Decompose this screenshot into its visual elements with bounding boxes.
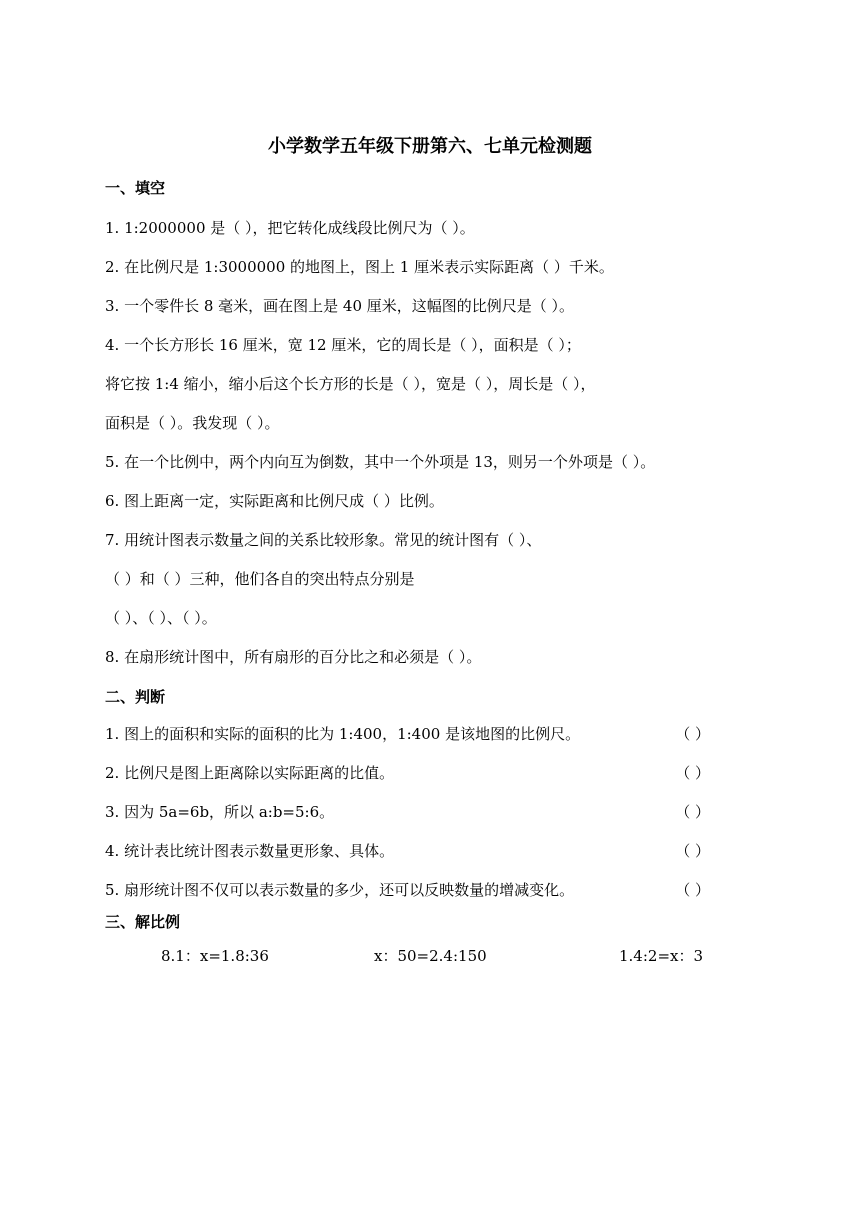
fill-question-5: 5. 在一个比例中，两个内向互为倒数，其中一个外项是 13，则另一个外项是（ ）。 [105, 453, 656, 471]
judge-question-3 [105, 802, 710, 822]
fill-question-7-line-3: （ ）、（ ）、（ ）。 [105, 609, 217, 627]
judge-answer-paren: （ ） [675, 764, 710, 782]
fill-question-7-line-2: （ ）和（ ）三种，他们各自的突出特点分别是 [105, 570, 415, 588]
judge-answer-paren: （ ） [675, 842, 710, 860]
judge-question-text: 1. 图上的面积和实际的面积的比为 1:400，1:400 是该地图的比例尺。 [105, 725, 581, 743]
fill-question-4-line-2: 将它按 1:4 缩小，缩小后这个长方形的长是（ ），宽是（ ），周长是（ ）， [105, 375, 596, 393]
judge-question-text: 5. 扇形统计图不仅可以表示数量的多少，还可以反映数量的增减变化。 [105, 881, 575, 899]
proportion-equation-2: x：50=2.4:150 [374, 947, 487, 965]
fill-question-7: 7. 用统计图表示数量之间的关系比较形象。常见的统计图有（ ）、 [105, 531, 542, 549]
page-title: 小学数学五年级下册第六、七单元检测题 [268, 136, 592, 157]
proportion-equation-1: 8.1：x=1.8:36 [161, 947, 269, 965]
fill-question-2: 2. 在比例尺是 1:3000000 的地图上，图上 1 厘米表示实际距离（ ）千米。 [105, 258, 614, 276]
section-heading-solve: 三、解比例 [105, 913, 181, 931]
judge-question-text: 3. 因为 5a=6b，所以 a:b=5:6。 [105, 803, 335, 821]
fill-question-6: 6. 图上距离一定，实际距离和比例尺成（ ）比例。 [105, 492, 444, 510]
judge-answer-paren: （ ） [675, 725, 710, 743]
section-heading-fill: 一、填空 [105, 179, 166, 197]
fill-question-4-line-3: 面积是（ ）。我发现（ ）。 [105, 414, 280, 432]
judge-question-4 [105, 841, 710, 861]
judge-answer-paren: （ ） [675, 881, 710, 899]
fill-question-8: 8. 在扇形统计图中，所有扇形的百分比之和必须是（ ）。 [105, 648, 482, 666]
judge-answer-paren: （ ） [675, 803, 710, 821]
judge-question-1 [105, 724, 710, 744]
fill-question-4: 4. 一个长方形长 16 厘米，宽 12 厘米，它的周长是（ ），面积是（ ）； [105, 336, 581, 354]
section-heading-judge: 二、判断 [105, 688, 166, 706]
judge-question-text: 4. 统计表比统计图表示数量更形象、具体。 [105, 842, 395, 860]
fill-question-3: 3. 一个零件长 8 毫米，画在图上是 40 厘米，这幅图的比例尺是（ ）。 [105, 297, 575, 315]
proportion-equation-3: 1.4:2=x：3 [619, 947, 704, 965]
judge-question-2 [105, 763, 710, 783]
judge-question-text: 2. 比例尺是图上距离除以实际距离的比值。 [105, 764, 395, 782]
fill-question-1: 1. 1:2000000 是（ ），把它转化成线段比例尺为（ ）。 [105, 219, 475, 237]
judge-question-5 [105, 880, 710, 900]
